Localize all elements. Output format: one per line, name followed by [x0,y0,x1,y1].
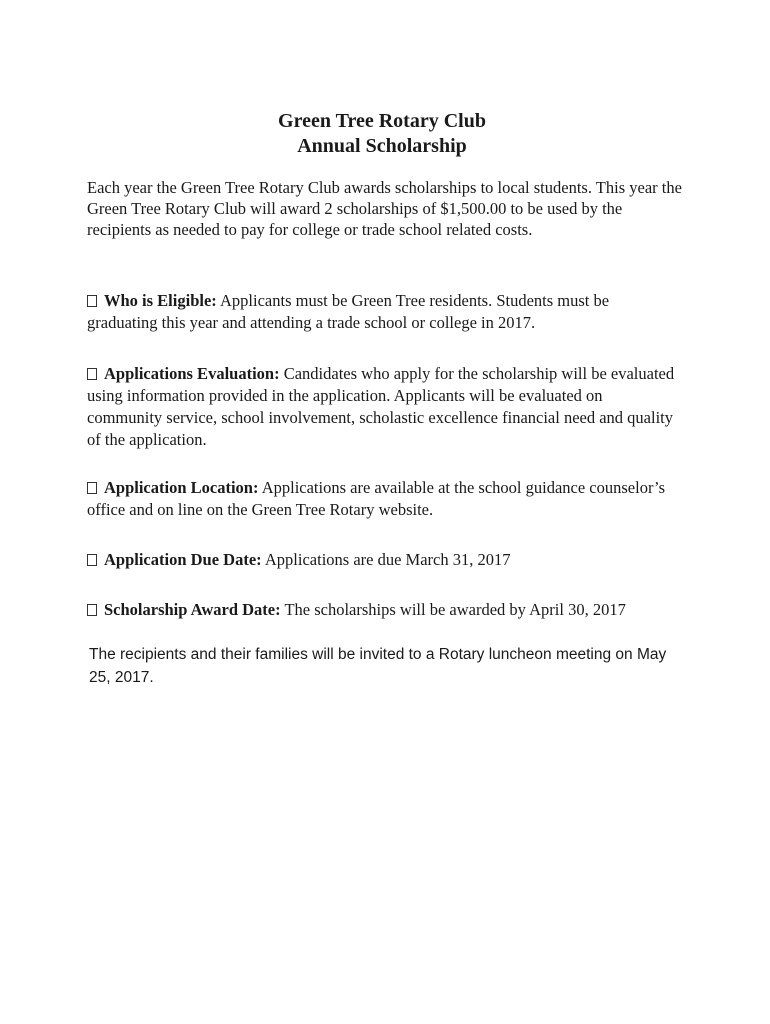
list-item-award-date [87,599,677,621]
closing-paragraph: The recipients and their families will be invited to a Rotary luncheon meeting on May 25, 2017. [89,646,667,686]
list-item-location [87,477,677,521]
list-item-evaluation [87,363,677,451]
item-text: Candidates who apply for the scholarship will be evaluated using information provided in the application. Applicants will be evaluated on community service, school involvement, scholastic excellence financial need and quality of the application. [87,364,675,449]
item-text: The scholarships will be awarded by April 30, 2017 [284,600,626,619]
intro-paragraph: Each year the Green Tree Rotary Club awards scholarships to local students. This year the Green Tree Rotary Club will award 2 scholarships of $1,500.00 to be used by the recipients as needed to pay for college or trade school related costs. [87,178,682,239]
item-label: Scholarship Award Date: [104,600,281,619]
checkbox-bullet-icon [87,482,97,494]
list-item-eligibility [87,290,677,334]
item-text: Applications are due March 31, 2017 [264,550,511,569]
checkbox-bullet-icon [87,554,97,566]
checkbox-bullet-icon [87,604,97,616]
item-label: Application Location: [104,478,259,497]
document-title: Green Tree Rotary Club [278,110,486,132]
item-text: Applications are available at the school guidance counselor’s office and on line on the Green Tree Rotary website. [87,478,666,519]
checkbox-bullet-icon [87,368,97,380]
list-item-due-date [87,549,677,571]
checkbox-bullet-icon [87,295,97,307]
item-label: Who is Eligible: [104,291,217,310]
item-label: Application Due Date: [104,550,262,569]
item-label: Applications Evaluation: [104,364,280,383]
document-subtitle: Annual Scholarship [297,135,467,157]
item-text: Applicants must be Green Tree residents. Students must be graduating this year and attending a trade school or college in 2017. [87,291,610,332]
